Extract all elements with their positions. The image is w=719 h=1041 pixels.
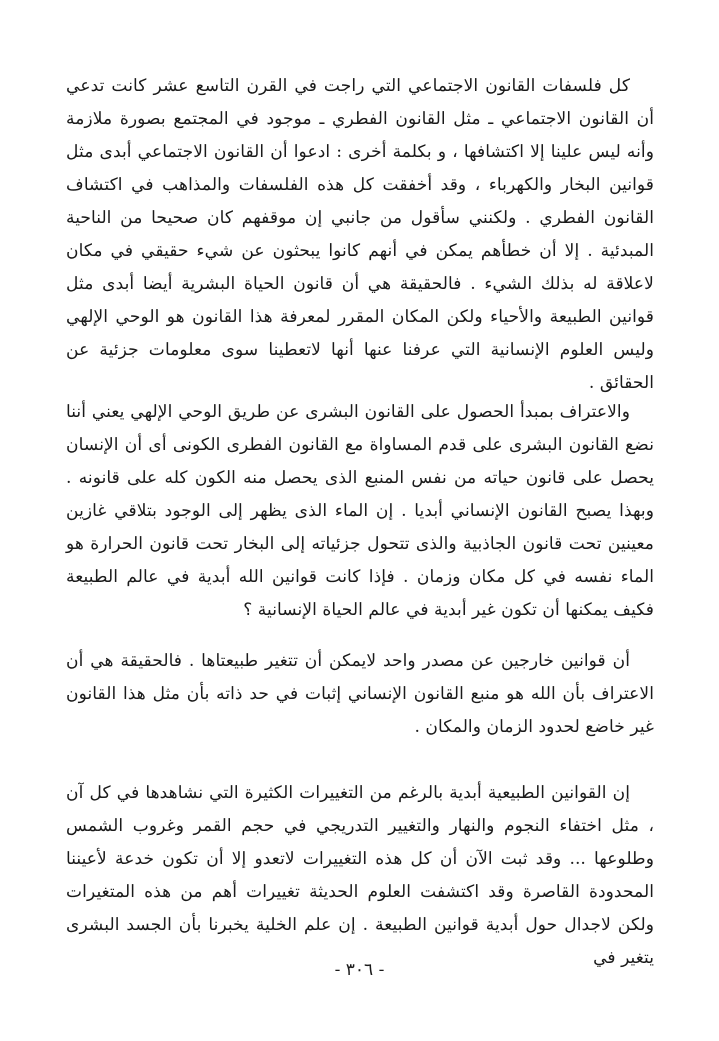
paragraph-1-text: كل فلسفات القانون الاجتماعي التي راجت في القرن التاسع عشر كانت تدعي أن القانون الاجتماعي ـ مثل القانون الفطري ـ موجود في المجتمع بصورة ملازمة وأنه ليس علينا إلا اكتشافها ، و بكلمة أخرى : ادعوا أن القانون الاجتماعي أبدى مثل قوانين البخار والكهرباء ، وقد أخفقت كل هذه الفلسفات والمذاهب في اكتشاف القانون الفطري . ولكنني سأقول من جانبي إن موقفهم كان صحيحا من الناحية المبدئية . إلا أن خطأهم يمكن في أنهم كانوا يبحثون عن شيء حقيقي في مكان لاعلاقة له بذلك الشيء . فالحقيقة هي أن قانون الحياة البشرية أيضا أبدى مثل قوانين الطبيعة والأحياء ولكن المكان المقرر لمعرفة هذا القانون هو الوحي الإلهي وليس العلوم الإنسانية التي عرفنا عنها أنها لاتعطينا سوى معلومات جزئية عن الحقائق .: [66, 76, 654, 393]
paragraph-2-text: والاعتراف بمبدأ الحصول على القانون البشرى عن طريق الوحي الإلهي يعني أننا نضع القانون البشرى على قدم المساواة مع القانون الفطرى الكونى أى أن الإنسان يحصل على قانون حياته من نفس المنبع الذى يحصل منه الكون كله على قانونه . وبهذا يصبح القانون الإنساني أبديا . إن الماء الذى يظهر إلى الوجود بتلاقي غازين معينين تحت قانون الجاذبية والذى تتحول جزئياته إلى البخار تحت قانون الحرارة هو الماء نفسه في كل مكان وزمان . فإذا كانت قوانين الله أبدية في عالم الطبيعة فكيف يمكنها أن تكون غير أبدية في عالم الحياة الإنسانية ؟: [66, 402, 654, 620]
paragraph-2: [66, 396, 654, 627]
paragraph-4-text: إن القوانين الطبيعية أبدية بالرغم من التغييرات الكثيرة التي نشاهدها في كل آن ، مثل اختفاء النجوم والنهار والتغيير التدريجي في حجم القمر وغروب الشمس وطلوعها ... وقد ثبت الآن أن كل هذه التغييرات لاتعدو إلا أن تكون خدعة لأعيننا المحدودة القاصرة وقد اكتشفت العلوم الحديثة تغييرات أهم من هذه المتغيرات ولكن لاجدال حول أبدية قوانين الطبيعة . إن علم الخلية يخبرنا بأن الجسد البشرى يتغير في: [66, 783, 654, 968]
paragraph-3-text: أن قوانين خارجين عن مصدر واحد لايمكن أن تتغير طبيعتاها . فالحقيقة هي أن الاعتراف بأن الله هو منبع القانون الإنساني إثبات في حد ذاته بأن مثل هذا القانون غير خاضع لحدود الزمان والمكان .: [66, 651, 654, 737]
paragraph-4: [66, 777, 654, 975]
paragraph-1: [66, 70, 654, 400]
paragraph-3: [66, 645, 654, 744]
page-number: - ٣٠٦ -: [334, 960, 385, 980]
